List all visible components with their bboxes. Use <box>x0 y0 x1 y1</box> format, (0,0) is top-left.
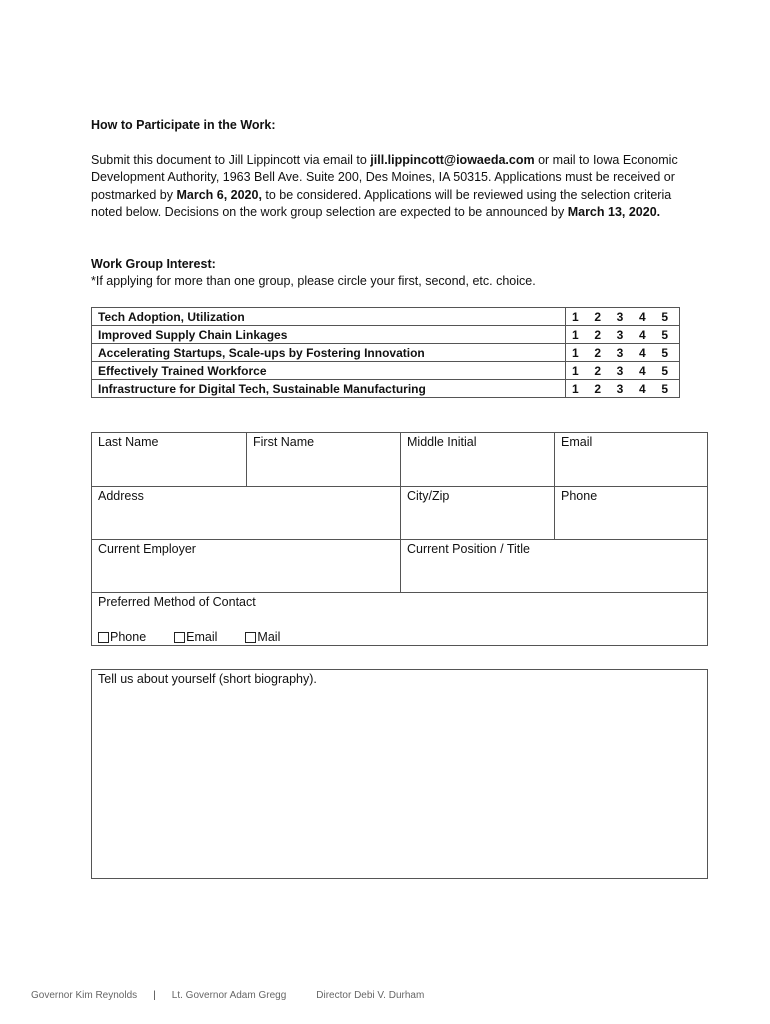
rank-choice-3[interactable]: 3 <box>616 381 624 396</box>
rank-choice-5[interactable]: 5 <box>661 363 668 378</box>
first-name-field[interactable] <box>246 433 400 486</box>
rank-choice-2[interactable]: 2 <box>594 363 602 378</box>
rank-choice-2[interactable]: 2 <box>594 327 602 342</box>
middle-initial-field[interactable] <box>400 433 554 486</box>
rank-choice-1[interactable]: 1 <box>572 327 579 342</box>
rank-choice-5[interactable]: 5 <box>661 381 668 396</box>
deadline-date: March 6, 2020, <box>176 187 262 202</box>
work-group-note: *If applying for more than one group, please circle your first, second, etc. choice. <box>91 274 536 288</box>
first-name-label: First Name <box>253 435 315 449</box>
phone-checkbox[interactable] <box>98 632 109 643</box>
contact-option-label: Email <box>186 630 218 644</box>
email-label: Email <box>561 435 593 449</box>
contact-option-phone[interactable] <box>98 630 146 644</box>
work-group-rank-cell <box>566 380 680 398</box>
contact-option-mail[interactable] <box>245 630 280 644</box>
instructions-text-2: or mail to Iowa Economic Development Authority, 1963 Bell Ave. Suite 200, Des Moines, IA 50315. Applications must be received or postmarked by <box>91 153 678 202</box>
employer-field[interactable] <box>92 539 400 592</box>
work-group-row <box>92 344 680 362</box>
work-group-rank-cell <box>566 344 680 362</box>
city-zip-field[interactable] <box>400 486 554 539</box>
rank-choice-2[interactable]: 2 <box>594 309 602 324</box>
announcement-date: March 13, 2020. <box>567 204 661 219</box>
phone-field[interactable] <box>554 486 707 539</box>
work-group-rank-cell <box>566 326 680 344</box>
email-checkbox[interactable] <box>174 632 185 643</box>
mail-checkbox[interactable] <box>245 632 256 643</box>
position-field[interactable] <box>400 539 707 592</box>
contact-method-field <box>92 592 707 645</box>
contact-email: jill.lippincott@iowaeda.com <box>370 153 535 167</box>
rank-choice-1[interactable]: 1 <box>572 309 579 324</box>
rank-choice-3[interactable]: 3 <box>616 327 624 342</box>
work-group-table <box>91 307 680 398</box>
rank-choice-1[interactable]: 1 <box>572 363 579 378</box>
contact-option-label: Mail <box>257 630 281 644</box>
work-group-name: Infrastructure for Digital Tech, Sustainable Manufacturing <box>92 380 566 398</box>
work-group-row <box>92 362 680 380</box>
rank-choice-2[interactable]: 2 <box>594 345 602 360</box>
rank-choice-2[interactable]: 2 <box>594 381 602 396</box>
rank-choice-4[interactable]: 4 <box>638 381 646 396</box>
footer-governor: Governor Kim Reynolds <box>31 990 138 1001</box>
rank-choice-3[interactable]: 3 <box>616 309 624 324</box>
work-group-name: Improved Supply Chain Linkages <box>92 326 566 344</box>
rank-choice-1[interactable]: 1 <box>572 381 579 396</box>
contact-option-label: Phone <box>110 630 147 644</box>
footer-lt-governor: Lt. Governor Adam Gregg <box>171 990 287 1001</box>
biography-field[interactable] <box>91 669 708 879</box>
phone-label: Phone <box>561 489 598 503</box>
rank-choice-3[interactable]: 3 <box>616 363 624 378</box>
footer-director: Director Debi V. Durham <box>316 990 425 1001</box>
rank-choice-4[interactable]: 4 <box>638 345 646 360</box>
work-group-row <box>92 380 680 398</box>
instructions-text-1: Submit this document to Jill Lippincott via email to <box>91 153 371 167</box>
contact-method-label: Preferred Method of Contact <box>98 595 256 609</box>
address-field[interactable] <box>92 486 400 539</box>
email-field[interactable] <box>554 433 707 486</box>
rank-choice-4[interactable]: 4 <box>638 327 646 342</box>
employer-label: Current Employer <box>98 542 196 556</box>
work-group-row <box>92 308 680 326</box>
rank-choice-3[interactable]: 3 <box>616 345 624 360</box>
work-group-rank-cell <box>566 308 680 326</box>
work-group-name: Effectively Trained Workforce <box>92 362 566 380</box>
work-group-rank-cell <box>566 362 680 380</box>
page-footer <box>31 990 424 1001</box>
biography-label: Tell us about yourself (short biography). <box>98 672 317 686</box>
city-zip-label: City/Zip <box>407 489 450 503</box>
rank-choice-1[interactable]: 1 <box>572 345 579 360</box>
applicant-info-form <box>91 432 708 646</box>
rank-choice-5[interactable]: 5 <box>661 345 668 360</box>
position-label: Current Position / Title <box>407 542 530 556</box>
middle-initial-label: Middle Initial <box>407 435 477 449</box>
rank-choice-5[interactable]: 5 <box>661 327 668 342</box>
work-group-row <box>92 326 680 344</box>
rank-choice-4[interactable]: 4 <box>638 309 646 324</box>
section-heading: How to Participate in the Work: <box>91 118 276 132</box>
contact-options <box>98 630 280 644</box>
work-group-name: Accelerating Startups, Scale-ups by Fostering Innovation <box>92 344 566 362</box>
work-group-name: Tech Adoption, Utilization <box>92 308 566 326</box>
address-label: Address <box>98 489 144 503</box>
footer-separator: | <box>153 990 156 1001</box>
work-group-title: Work Group Interest: <box>91 257 216 271</box>
contact-option-email[interactable] <box>174 630 217 644</box>
rank-choice-4[interactable]: 4 <box>638 363 646 378</box>
rank-choice-5[interactable]: 5 <box>661 309 668 324</box>
last-name-field[interactable] <box>92 433 246 486</box>
instructions-paragraph <box>91 152 681 221</box>
instructions-text-3: to be considered. Applications will be reviewed using the selection criteria noted below. Decisions on the work group selection are expected to be announced by <box>91 187 672 219</box>
last-name-label: Last Name <box>98 435 159 449</box>
